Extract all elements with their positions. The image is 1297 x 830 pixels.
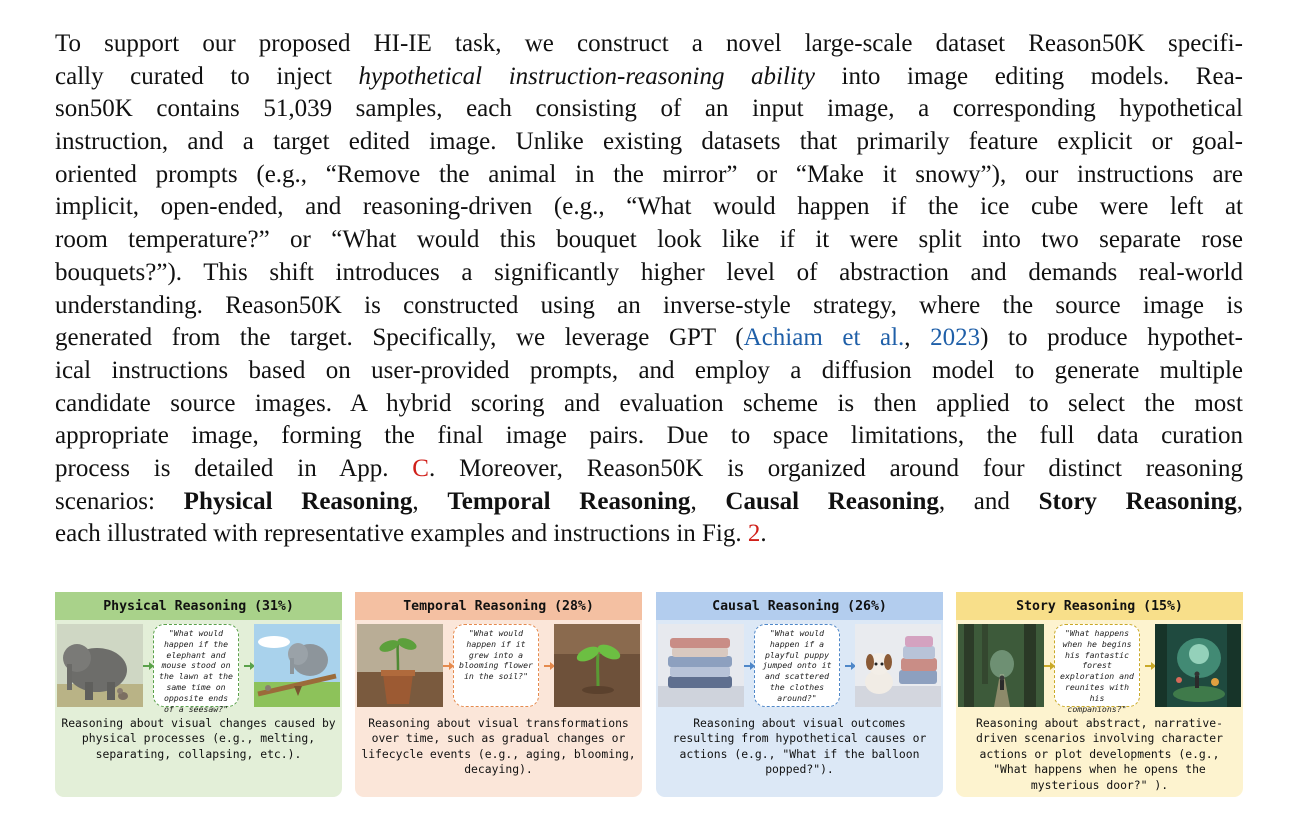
text-line: appropriate image, forming the final image pairs. Due to space limitations, the full data curation [55,422,1243,450]
bold-term: Story Reasoning [1038,487,1237,515]
instruction-bubble: "What would happen if it grew into a blooming flower in the soil?" [453,624,539,707]
bold-term: Physical Reasoning [183,487,413,515]
bold-term: Temporal Reasoning [447,487,691,515]
panel-description: Reasoning about visual outcomes resulting from hypothetical causes or actions (e.g., "What if the balloon popped?"). [672,716,927,777]
arrow-icon [1044,665,1052,667]
magic-forest-image [1155,624,1241,707]
text-line [55,518,1243,551]
text-run: scenarios: [55,487,184,515]
citation-link-author[interactable]: Achiam et al. [743,324,905,352]
text-run: , [412,487,448,515]
instruction-bubble: "What would happen if a playful puppy jumped onto it and scattered the clothes around?" [754,624,840,707]
arrow-icon [1145,665,1153,667]
text-line [55,61,1243,94]
text-run: into image editing models. Rea- [814,62,1243,90]
instruction-bubble: "What would happen if the elephant and mouse stood on the lawn at the same time on opposite ends of a seesaw?" [153,624,239,707]
text-line: understanding. Reason50K is constructed using an inverse-style strategy, where the source image is [55,291,1243,319]
elephant-mouse-image [57,624,143,707]
text-line: room temperature?” or “What would this bouquet look like if it were split into two separate rose [55,226,1243,254]
panel-physical-reasoning [55,592,342,797]
text-line [55,453,1243,486]
soil-sprout-image [554,624,640,707]
text-run: each illustrated with representative examples and instructions in Fig. [55,520,748,548]
text-run: generated from the target. Specifically, we leverage GPT ( [55,324,744,352]
arrow-icon [244,665,252,667]
folded-clothes-image [658,624,744,707]
panel-causal-reasoning [656,592,943,797]
text-line: implicit, open-ended, and reasoning-driven (e.g., “What would happen if the ice cube were left at [55,193,1243,221]
text-line: bouquets?”). This shift introduces a significantly higher level of abstraction and demands real-world [55,258,1243,286]
text-line: oriented prompts (e.g., “Remove the animal in the mirror” or “Make it snowy”), our instructions are [55,160,1243,188]
text-line: instruction, and a target edited image. Unlike existing datasets that primarily feature explicit or goal- [55,128,1243,156]
body-paragraph [55,28,1243,551]
text-run: ) to produce hypothet- [980,324,1244,352]
forest-path-image [958,624,1044,707]
text-run: . [760,520,767,548]
text-run: . Moreover, Reason50K is organized around four distinct reasoning [428,454,1243,482]
text-run: , [904,324,931,352]
text-line: candidate source images. A hybrid scoring and evaluation scheme is then applied to select the most [55,389,1243,417]
text-run: , [690,487,726,515]
text-run: , [1236,487,1244,515]
panel-temporal-reasoning [355,592,642,797]
elephant-seesaw-image [254,624,340,707]
text-run: , and [938,487,1039,515]
panel-title: Physical Reasoning (31%) [55,592,342,620]
arrow-icon [143,665,151,667]
citation-link-year[interactable]: 2023 [930,324,981,352]
figure-panels [55,592,1243,797]
instruction-bubble: "What happens when he begins his fantastic forest exploration and reunites with his companions?" [1054,624,1140,707]
text-line [55,322,1243,355]
panel-title: Causal Reasoning (26%) [656,592,943,620]
arrow-icon [744,665,752,667]
emphasis-text: hypothetical instruction-reasoning ability [358,62,815,90]
bold-term: Causal Reasoning [725,487,939,515]
panel-title: Story Reasoning (15%) [956,592,1243,620]
potted-seedling-image [357,624,443,707]
arrow-icon [544,665,552,667]
puppy-clothes-image [855,624,941,707]
panel-description: Reasoning about visual changes caused by physical processes (e.g., melting, separating, collapsing, etc.). [61,716,336,761]
appendix-ref-link[interactable]: C [412,454,429,482]
text-run: process is detailed in App. [55,454,413,482]
text-line [55,486,1243,519]
panel-title: Temporal Reasoning (28%) [355,592,642,620]
text-line: son50K contains 51,039 samples, each consisting of an input image, a corresponding hypothetical [55,95,1243,123]
arrow-icon [845,665,853,667]
panel-story-reasoning [956,592,1243,797]
panel-description: Reasoning about visual transformations over time, such as gradual changes or lifecycle events (e.g., aging, blooming, decaying). [361,716,636,777]
text-line: ical instructions based on user-provided prompts, and employ a diffusion model to generate multiple [55,356,1243,384]
figure-ref-link[interactable]: 2 [747,520,761,548]
text-line: To support our proposed HI-IE task, we construct a novel large-scale dataset Reason50K specifi- [55,30,1243,57]
text-run: cally curated to inject [55,62,359,90]
arrow-icon [443,665,451,667]
panel-description: Reasoning about abstract, narrative-driven scenarios involving character actions or plot developments (e.g., "What happens when he opens the mysterious door?" ). [976,716,1223,792]
